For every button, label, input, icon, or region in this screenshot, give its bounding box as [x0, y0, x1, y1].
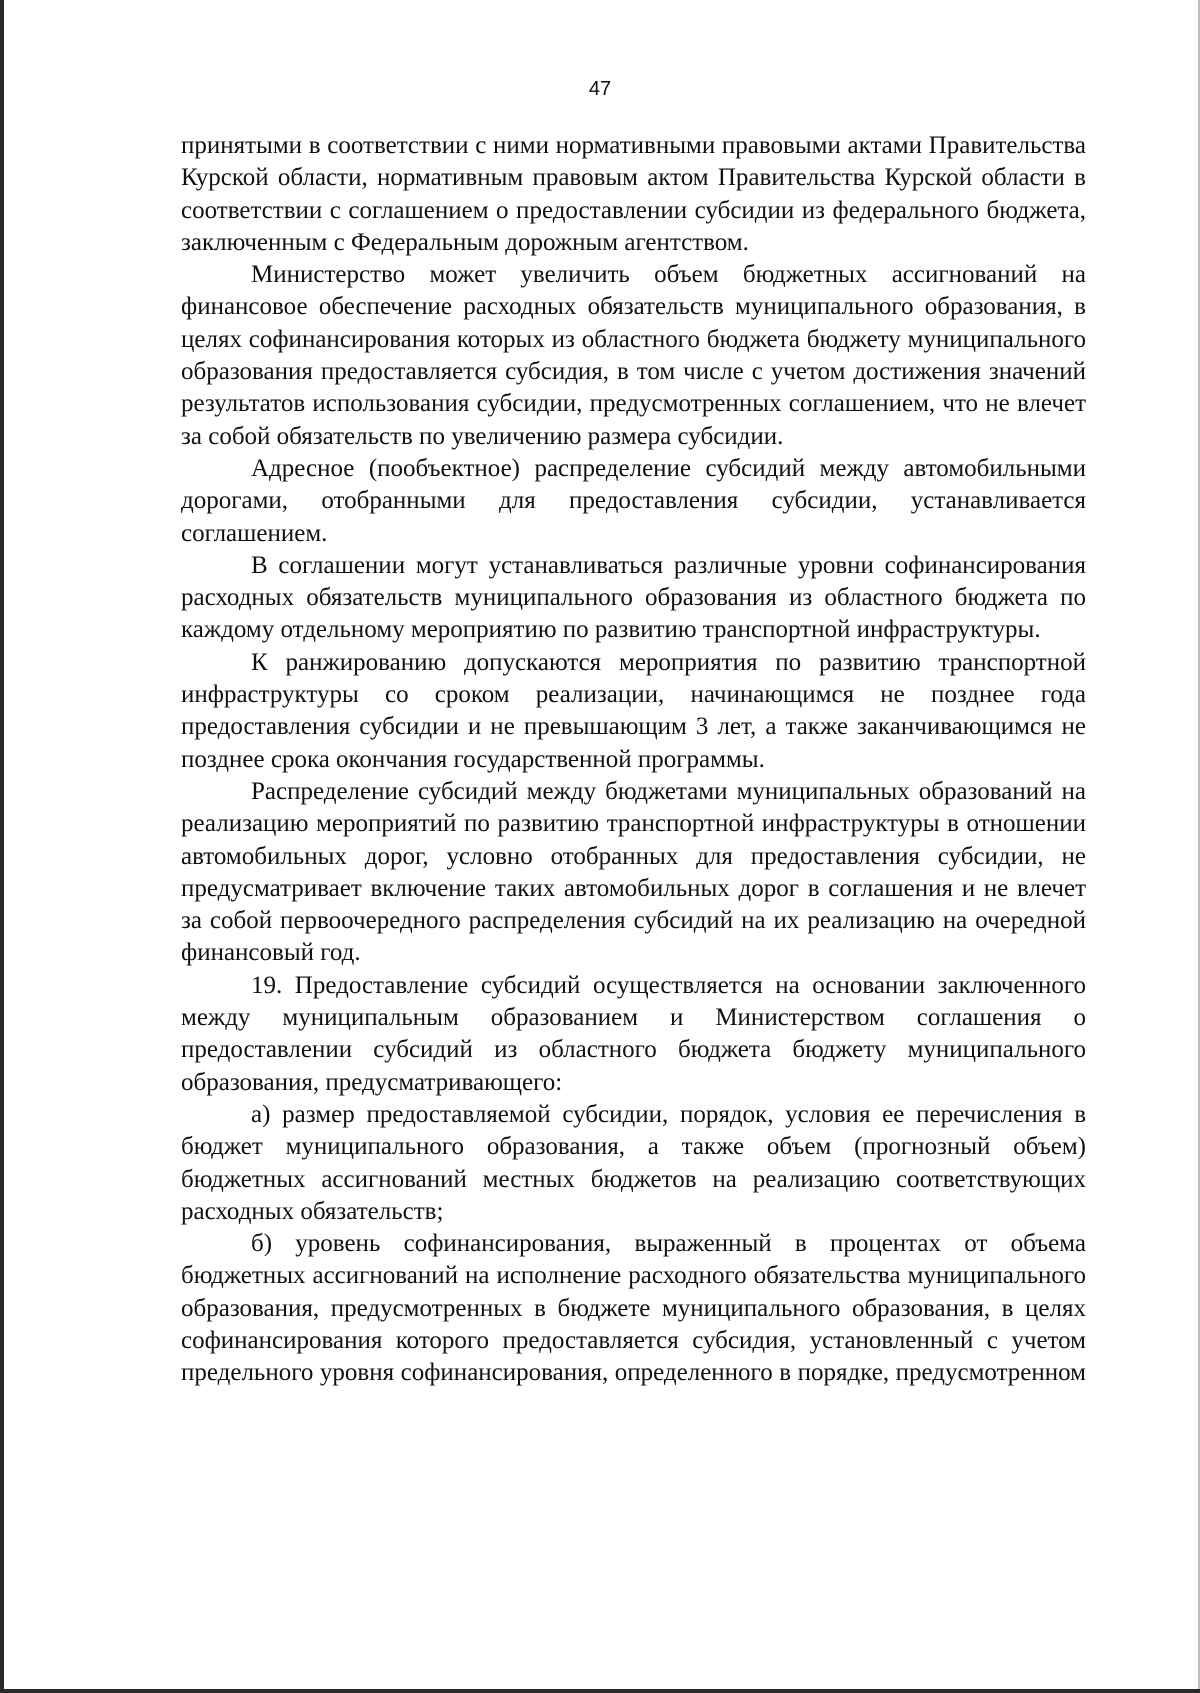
paragraph-subitem-b: б) уровень софинансирования, выраженный в процентах от объема бюджетных ассигнований на исполнение расходного обязательства муниципального образования, предусмотренных в бюджете муниципального образования, в целях софинансирования которого предоставляется субсидия, установленный с учетом предельного уровня софинансирования, определенного в порядке, предусмотренном [181, 1230, 1086, 1387]
paragraph-distribution: Распределение субсидий между бюджетами муниципальных образований на реализацию мероприятий по развитию транспортной инфраструктуры в отношении автомобильных дорог, условно отобранных для предоставления субсидии, не предусматривает включение таких автомобильных дорог в соглашения и не влечет за собой первоочередного распределения субсидий на их реализацию на очередной финансовый год. [181, 777, 1086, 967]
paragraph-ranking: К ранжированию допускаются мероприятия по развитию транспортной инфраструктуры со сроком реализации, начинающимся не позднее года предоставления субсидии и не превышающим 3 лет, а также заканчивающимся не позднее срока окончания государственной программы. [181, 648, 1086, 773]
paragraph-ministry-budget: Министерство может увеличить объем бюджетных ассигнований на финансовое обеспечение расходных обязательств муниципального образования, в целях софинансирования которых из областного бюджета бюджету муниципального образования предоставляется субсидия, в том числе с учетом достижения значений результатов использования субсидии, предусмотренных соглашением, что не влечет за собой обязательств по увеличению размера субсидии. [181, 261, 1086, 450]
scan-edge-left [0, 0, 4, 1693]
paragraph-item-19: 19. Предоставление субсидий осуществляется на основании заключенного между муниципальным образованием и Министерством соглашения о предоставлении субсидий из областного бюджета бюджету муниципального образования, предусматривающего: [181, 971, 1086, 1096]
paragraph-cofinancing-levels: В соглашении могут устанавливаться различные уровни софинансирования расходных обязательств муниципального образования из областного бюджета по каждому отдельному мероприятию по развитию транспортной инфраструктуры. [181, 551, 1086, 644]
paragraph-continuation: принятыми в соответствии с ними нормативными правовыми актами Правительства Курской области, нормативным правовым актом Правительства Курской области в соответствии с соглашением о предоставлении субсидии из федерального бюджета, заключенным с Федеральным дорожным агентством. [181, 132, 1086, 256]
paragraph-address-distribution: Адресное (пообъектное) распределение субсидий между автомобильными дорогами, отобранными для предоставления субсидии, устанавливается соглашением. [181, 454, 1086, 547]
paragraph-subitem-a: а) размер предоставляемой субсидии, порядок, условия ее перечисления в бюджет муниципального образования, а также объем (прогнозный объем) бюджетных ассигнований местных бюджетов на реализацию соответствующих расходных обязательств; [181, 1100, 1086, 1225]
scan-edge-bottom [0, 1689, 1200, 1693]
page-number: 47 [588, 78, 612, 100]
document-body [181, 130, 1086, 1390]
